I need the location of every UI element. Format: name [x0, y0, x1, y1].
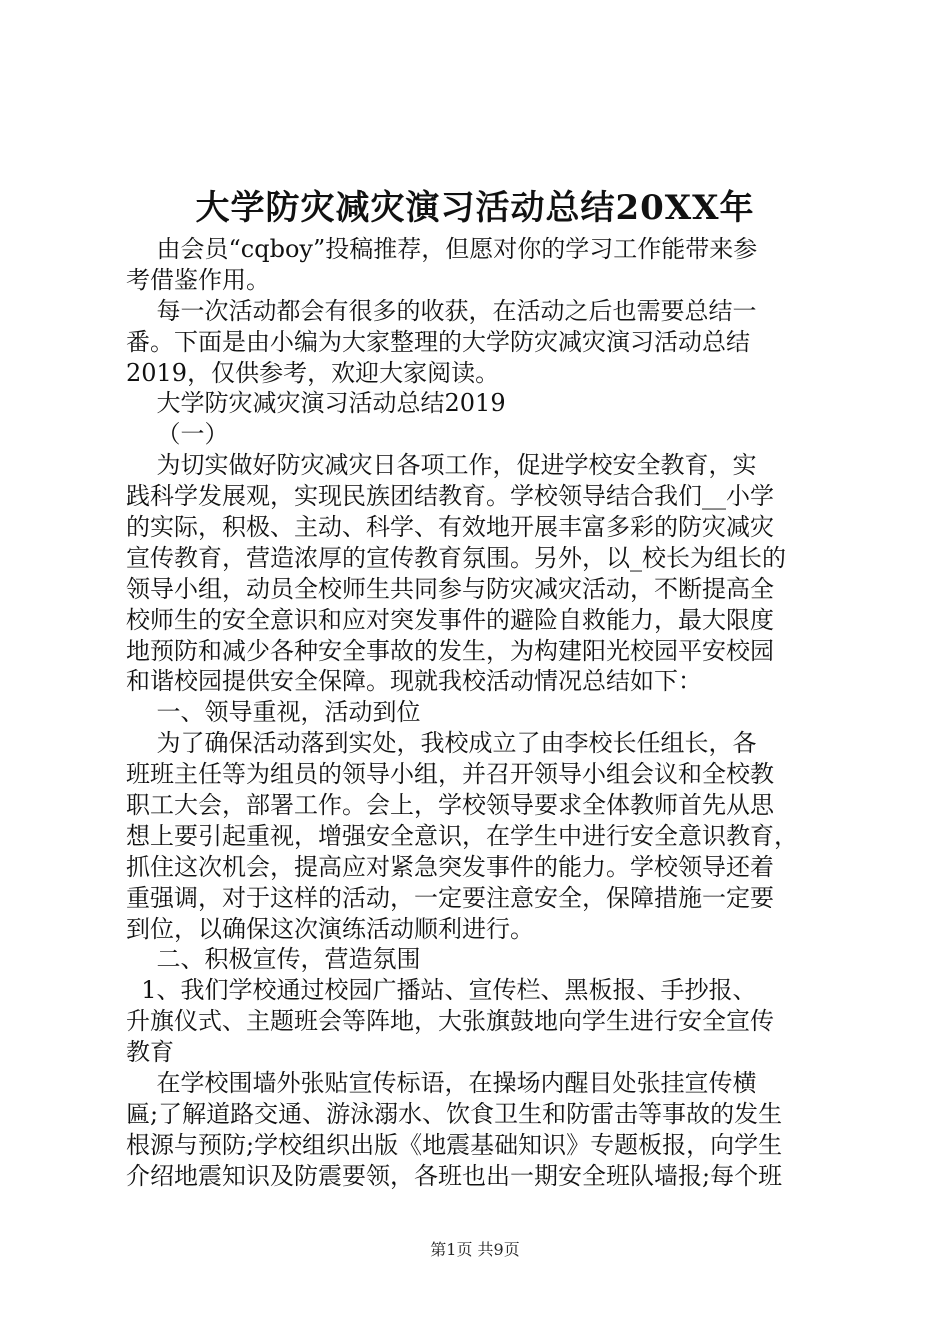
- body-line: 2019，仅供参考，欢迎大家阅读。: [126, 358, 500, 387]
- body-line: 领导小组，动员全校师生共同参与防灾减灾活动，不断提高全: [126, 574, 774, 603]
- body-line: （一）: [126, 420, 229, 449]
- body-line: 大学防灾减灾演习活动总结2019: [126, 389, 506, 418]
- body-line: 番。下面是由小编为大家整理的大学防灾减灾演习活动总结: [126, 327, 750, 356]
- body-line: 升旗仪式、主题班会等阵地，大张旗鼓地向学生进行安全宣传: [126, 1007, 774, 1036]
- body-line: 为了确保活动落到实处，我校成立了由李校长任组长，各: [126, 729, 757, 758]
- body-line: 践科学发展观，实现民族团结教育。学校领导结合我们__小学: [126, 482, 774, 511]
- body-line: 校师生的安全意识和应对突发事件的避险自救能力，最大限度: [126, 605, 774, 634]
- body-line: 抓住这次机会，提高应对紧急突发事件的能力。学校领导还着: [126, 852, 774, 881]
- body-line: 想上要引起重视，增强安全意识，在学生中进行安全意识教育，: [126, 821, 798, 850]
- body-line: 的实际，积极、主动、科学、有效地开展丰富多彩的防灾减灾: [126, 513, 774, 542]
- document-body: [126, 234, 832, 1192]
- body-line: 宣传教育，营造浓厚的宣传教育氛围。另外，以_校长为组长的: [126, 543, 786, 572]
- body-line: 由会员“cqboy”投稿推荐，但愿对你的学习工作能带来参: [126, 235, 758, 263]
- body-line: 二、积极宣传，营造氛围: [126, 945, 421, 974]
- body-line: 考借鉴作用。: [126, 265, 270, 294]
- body-line: 到位，以确保这次演练活动顺利进行。: [126, 914, 534, 943]
- body-line: 教育: [126, 1038, 174, 1067]
- body-line: 1、我们学校通过校园广播站、宣传栏、黑板报、手抄报、: [126, 976, 757, 1005]
- document-title: 大学防灾减灾演习活动总结20XX年: [195, 188, 755, 228]
- body-line: 一、领导重视，活动到位: [126, 698, 421, 727]
- body-line: 在学校围墙外张贴宣传标语，在操场内醒目处张挂宣传横: [126, 1069, 757, 1098]
- page-footer: 第1页 共9页: [430, 1240, 520, 1259]
- body-line: 根源与预防;学校组织出版《地震基础知识》专题板报，向学生: [126, 1130, 783, 1159]
- body-line: 重强调，对于这样的活动，一定要注意安全，保障措施一定要: [126, 883, 774, 912]
- body-line: 地预防和减少各种安全事故的发生，为构建阳光校园平安校园: [126, 636, 774, 665]
- body-line: 职工大会，部署工作。会上，学校领导要求全体教师首先从思: [126, 791, 774, 820]
- body-line: 为切实做好防灾减灾日各项工作，促进学校安全教育，实: [126, 451, 757, 480]
- body-line: 介绍地震知识及防震要领，各班也出一期安全班队墙报;每个班: [126, 1161, 783, 1190]
- body-line: 每一次活动都会有很多的收获，在活动之后也需要总结一: [126, 296, 757, 325]
- body-line: 匾;了解道路交通、游泳溺水、饮食卫生和防雷击等事故的发生: [126, 1099, 783, 1128]
- body-line: 和谐校园提供安全保障。现就我校活动情况总结如下：: [126, 667, 702, 696]
- body-line: 班班主任等为组员的领导小组，并召开领导小组会议和全校教: [126, 760, 774, 789]
